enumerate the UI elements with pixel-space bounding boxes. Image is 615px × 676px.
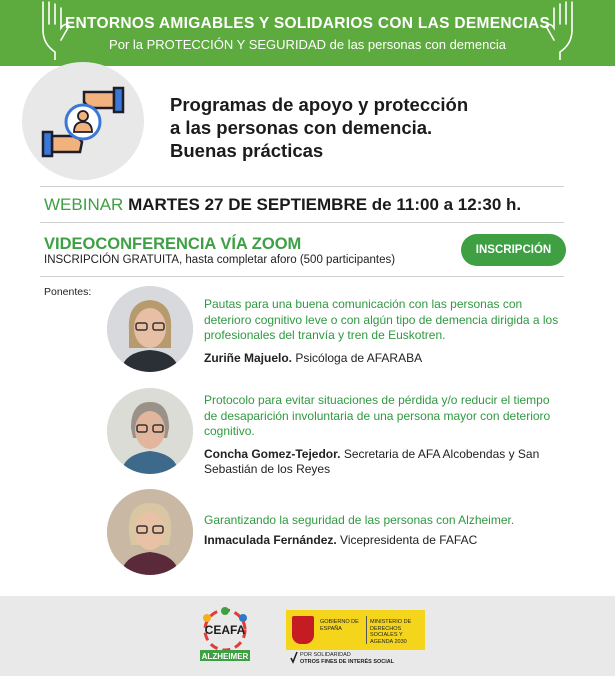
registration-note: INSCRIPCIÓN GRATUITA, hasta completar aforo (500 participantes) [44,254,396,266]
speaker-role: Secretaria de AFA Alcobendas y San Sebastián de los Reyes [204,446,540,476]
checkmark-icon [290,650,298,664]
speaker-name: Inmaculada Fernández. [204,532,337,547]
gov-name: GOBIERNO DE ESPAÑA [320,619,359,632]
zoom-heading: VIDEOCONFERENCIA VÍA ZOOM [44,235,302,253]
divider [40,222,564,223]
banner-title: ENTORNOS AMIGABLES Y SOLIDARIOS CON LAS DEMENCIAS [64,15,551,32]
event-title-line: Buenas prácticas [170,140,324,161]
event-title-line: Programas de apoyo y protección [170,94,469,115]
speaker-name-role [204,351,564,367]
solidarity-line: POR SOLIDARIDAD [300,652,351,658]
event-title-line: a las personas con demencia. [170,117,433,138]
speaker-photo [107,388,193,474]
webinar-label: WEBINAR [44,195,124,214]
ceafa-subtitle: ALZHEIMER [201,652,249,661]
webinar-datetime [44,195,521,215]
solidarity-text [300,652,394,665]
talk-title: Pautas para una buena comunicación con las personas con deterioro cognitivo leve o con algún tipo de demencia dirigida a los profesionales del tranvía y tren de Euskotren. [204,297,559,342]
header-banner [0,0,615,66]
divider [366,616,367,644]
speaker-role: Vicepresidenta de FAFAC [340,532,478,547]
banner-subtitle: Por la PROTECCIÓN Y SEGURIDAD de las personas con demencia [109,37,506,52]
webinar-date: MARTES 27 DE SEPTIEMBRE de 11:00 a 12:30 h. [128,195,522,214]
talk-title: Protocolo para evitar situaciones de pérdida y/o reducir el tiempo de desaparición involuntaria de una persona mayor con deterioro cognitivo. [204,393,551,438]
solidarity-line: OTROS FINES DE INTERÉS SOCIAL [300,658,395,665]
speaker-block [204,393,564,478]
speakers-label: Ponentes: [44,286,92,298]
divider [40,186,564,187]
coat-of-arms-icon [292,616,314,644]
event-title [170,93,590,162]
ministry-name: MINISTERIO DE DERECHOS SOCIALES Y AGENDA 2030 [370,619,412,645]
open-hand-icon [540,0,580,60]
speaker-block [204,513,564,548]
speaker-role: Psicóloga de AFARABA [295,350,423,365]
ceafa-logo [195,606,255,662]
speaker-name: Zuriñe Majuelo. [204,350,293,365]
ceafa-name: CEAFA [204,623,246,637]
protecting-hands-icon [22,62,144,180]
talk-title: Garantizando la seguridad de las personas con Alzheimer. [204,513,515,527]
speaker-name-role [204,533,564,549]
speaker-block [204,297,564,366]
government-logo [286,610,425,650]
divider [40,276,564,277]
speaker-photo [107,489,193,575]
speaker-name: Concha Gomez-Tejedor. [204,446,341,461]
speaker-name-role [204,447,564,478]
register-button[interactable]: INSCRIPCIÓN [461,234,566,266]
speaker-photo [107,286,193,372]
